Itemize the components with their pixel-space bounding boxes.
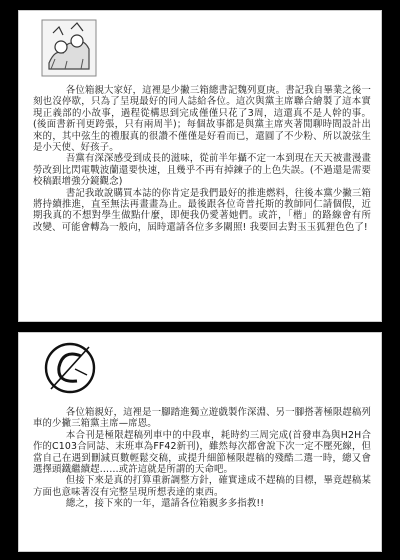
afterword-1-paragraph: 各位箱親大家好，這裡是少撇三箱總書記魏列夏庚。書記我自畢業之後一刻也沒停歇，只為了呈現最好的同人誌給各位。這次與黨主席聯合繪製了這本實現正義部的小故事，過程從構思到完成僅僅只花了3周，這還真不是人幹的事。(後面書新刊更跨張，只有兩周半)；每個故事都是與黨主席夾著閒聊時間設計出來的，其中弦生的禮服真的很讚不僅僅是好看而已，還圓了不少粉、所以說弦生是小天使、好孩子。 [33, 85, 371, 154]
afterword-2-paragraph: 總之，接下來的一年，還請各位箱親多多指教!! [65, 498, 265, 510]
afterword-2-paragraph: 各位箱親好，這裡是一腳踏進獨立遊戲製作深淵、另一腳搭著極限趕稿列車的少撇三箱黨主席—席恩。 [33, 407, 371, 430]
afterword-2-paragraph: 但接下來是真的打算重新調整方針，確實達成不趕稿的目標，畢竟趕稿某方面也意味著沒有完整呈現所想表達的東西。 [33, 475, 371, 498]
afterword-2-panel [18, 332, 382, 552]
sketch-figures-illustration-icon [41, 19, 97, 77]
afterword-2-paragraph: 本合刊是極限趕稿列車中的中段車，耗時約三周完成(首發車為與H2H合作的C103合同誌、末班車為FF42新刊)，雖然每次都會說下次一定不壓死線，但當自己在遇到刪減頁數輕鬆交稿，或提升細節極限趕稿的殘酷二選一時，總又會選擇頭鐵繼續趕……或許這就是所謂的天命吧。 [33, 429, 371, 476]
afterword-1-text [33, 85, 371, 233]
afterword-1-paragraph: 吾黨有深深感受到成長的滋味，從前半年攝不定一本到現在天天被畫漫畫勞改到比閃電戰波蘭還要快速，且幾乎不再有掉鍊子的上色失誤。(不過還是需要校稿跟增強分鏡觀念) [33, 153, 371, 188]
afterword-1-panel [18, 10, 382, 322]
afterword-2-text [33, 407, 371, 510]
afterword-1-paragraph: 書記我敢說購買本誌的你肯定是我們最好的推進燃料，往後本黨少撇三箱將持續推進，直至無法再畫畫為止。最後跟各位奇普托斯的教師同仁請個假，近期我真的不想對學生做點什麼，即便我仍愛著她們。或許，「楷」的路線會有所改變、可能會轉為一般向，屆時還請各位多多關照! 我要回去對玉玉狐狸色色了! [33, 187, 371, 233]
circle-c-signature-logo-icon [41, 339, 99, 397]
